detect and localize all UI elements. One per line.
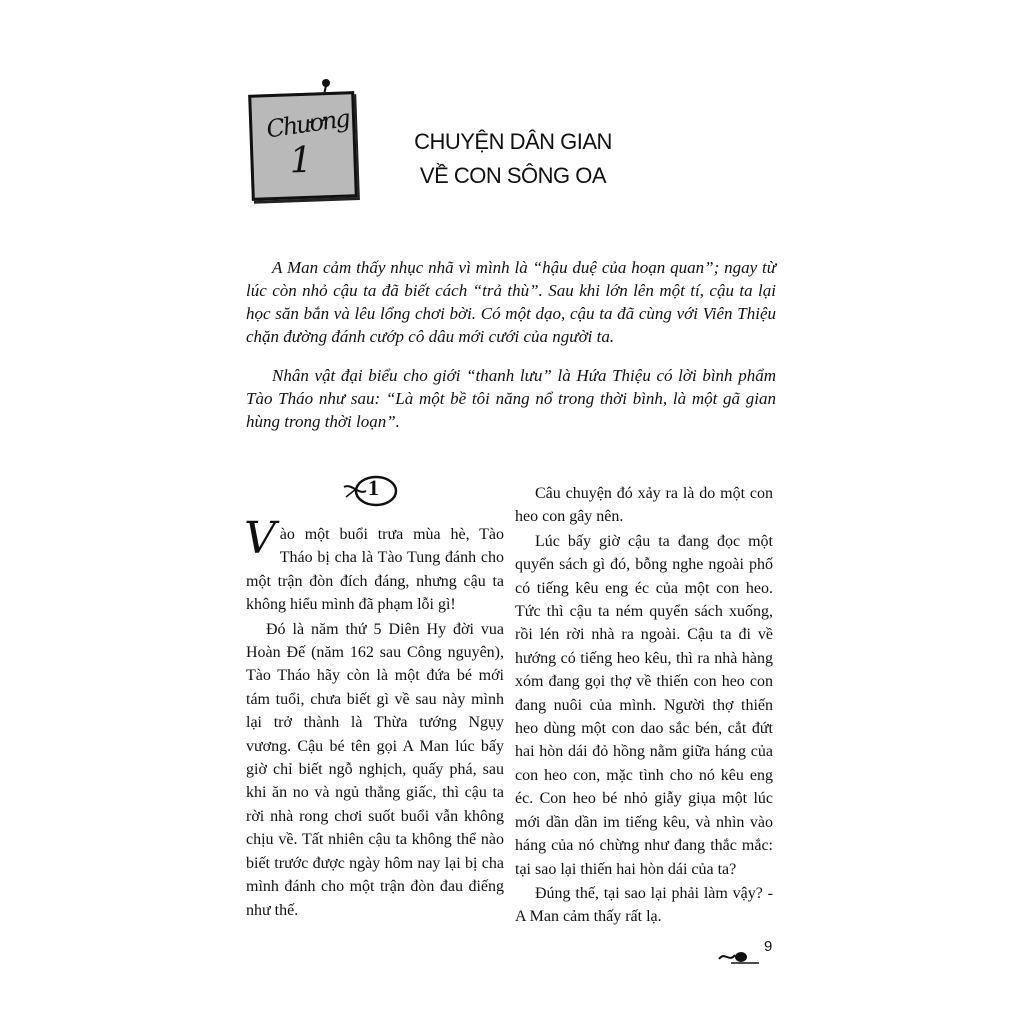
left-paragraph-2: Đó là năm thứ 5 Diên Hy đời vua Hoàn Đế (năm 162 sau Công nguyên), Tào Tháo hãy còn là một đứa bé mới tám tuổi, chưa biết gì về sau này mình lại trở thành là Thừa tướng Ngụy vương. Cậu bé tên gọi A Man lúc bấy giờ chỉ biết ngỗ nghịch, quấy phá, sau khi ăn no và ngủ thẳng giấc, thì cậu ta rời nhà rong chơi suốt buổi vẫn không chịu về. Tất nhiên cậu ta không thể nào biết trước được ngày hôm nay lại bị cha mình đánh cho một trận đòn đau điếng như thế. <box>246 620 504 919</box>
right-paragraph-1: Câu chuyện đó xảy ra là do một con heo con gây nên. <box>515 485 773 526</box>
chapter-badge-number: 1 <box>288 139 314 182</box>
chapter-title-line1: CHUYỆN DÂN GIAN <box>414 129 612 154</box>
right-column <box>515 482 773 929</box>
right-paragraph-2: Lúc bấy giờ cậu ta đang đọc một quyển sách gì đó, bỗng nghe ngoài phố có tiếng kêu eng éc của một con heo. Tức thì cậu ta ném quyển sách xuống, rồi lén rời nhà ra ngoài. Cậu ta đi về hướng có tiếng heo kêu, thì ra nhà hàng xóm đang gọi thợ về thiến con heo con đang nuôi của mình. Người thợ thiến heo dùng một con dao sắc bén, cắt đứt hai hòn dái đỏ hồng nằm giữa háng của con heo con, mặc tình cho nó kêu eng éc. Con heo bé nhỏ giẫy giụa một lúc mới dần dần im tiếng kêu, và nhìn vào háng của nó chừng như đang thắc mắc: tại sao lại thiến hai hòn dái của ta? <box>515 532 773 878</box>
right-paragraph-3: Đúng thế, tại sao lại phải làm vậy? - A Man cảm thấy rất lạ. <box>515 884 773 926</box>
chapter-title <box>413 125 613 193</box>
left-paragraph-1-text: ào một buổi trưa mùa hè, Tào Tháo bị cha là Tào Tung đánh cho một trận đòn đích đáng, nhưng cậu ta không hiểu mình đã phạm lỗi gì! <box>246 526 504 614</box>
page-number: 9 <box>764 938 773 955</box>
left-paragraph-1 <box>244 513 504 617</box>
chapter-badge-word: Chương <box>264 104 351 144</box>
folio-ornament-icon <box>717 945 759 965</box>
intro-paragraph-1: A Man cảm thấy nhục nhã vì mình là “hậu duệ của hoạn quan”; ngay từ lúc còn nhỏ cậu ta đã biết cách “trả thù”. Sau khi lớn lên một tí, cậu ta lại học săn bắn và lêu lổng chơi bời. Có một dạo, cậu ta đã cùng với Viên Thiệu chặn đường đánh cướp cô dâu mới cưới của người ta. <box>246 258 776 346</box>
left-column <box>244 513 504 922</box>
intro-paragraph-2: Nhân vật đại biểu cho giới “thanh lưu” là Hứa Thiệu có lời bình phẩm Tào Tháo như sau: “Là một bề tôi năng nổ trong thời bình, là một gã gian hùng trong thời loạn”. <box>246 366 776 431</box>
section-number: 1 <box>368 475 379 500</box>
chapter-badge <box>248 91 358 201</box>
drop-cap: V <box>244 513 276 564</box>
chapter-title-line2: VỀ CON SÔNG OA <box>419 163 607 188</box>
